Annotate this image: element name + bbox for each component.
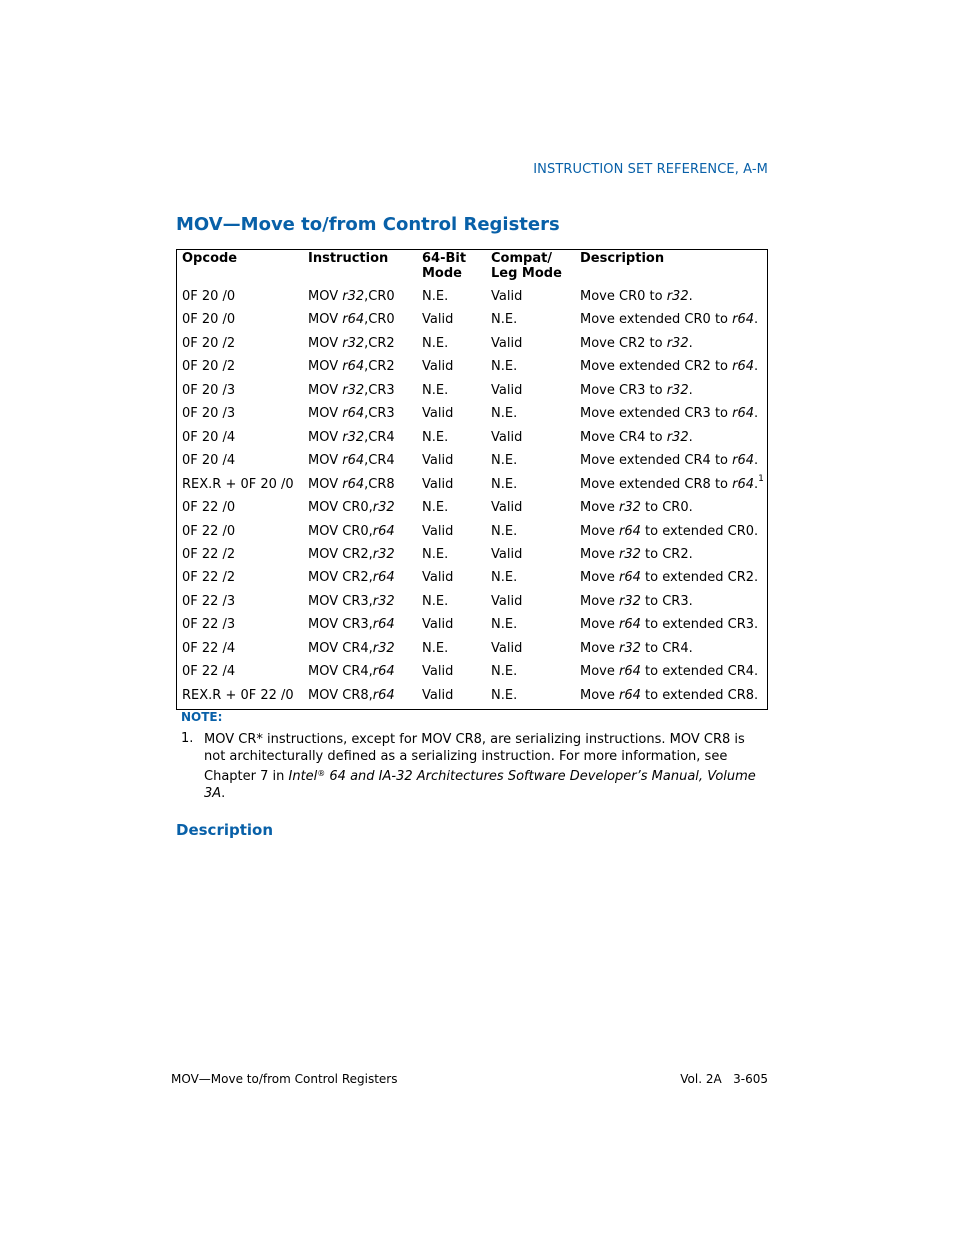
- mode64-cell: Valid: [422, 687, 454, 703]
- table-header: [177, 250, 767, 290]
- opcode-cell: 0F 20 /2: [182, 359, 236, 375]
- opcode-cell: 0F 22 /2: [182, 546, 236, 562]
- description-cell: Move r64 to extended CR4.: [580, 664, 759, 680]
- section-heading-description: Description: [176, 821, 274, 839]
- compat-mode-cell: N.E.: [491, 453, 518, 469]
- opcode-cell: 0F 22 /4: [182, 640, 236, 656]
- table-row: [177, 452, 767, 475]
- description-cell: Move r64 to extended CR0.: [580, 523, 759, 539]
- compat-mode-cell: N.E.: [491, 523, 518, 539]
- instruction-cell: MOV r64,CR0: [308, 312, 395, 328]
- table-row: [177, 499, 767, 522]
- description-cell: Move r64 to extended CR3.: [580, 617, 759, 633]
- compat-mode-cell: N.E.: [491, 359, 518, 375]
- description-cell: Move extended CR4 to r64.: [580, 453, 759, 469]
- instruction-cell: MOV r32,CR0: [308, 289, 395, 304]
- table-row: [177, 569, 767, 592]
- description-cell: Move extended CR3 to r64.: [580, 406, 759, 422]
- description-cell: Move extended CR8 to r64.$^1$: [580, 474, 764, 492]
- note-text: MOV CR* instructions, except for MOV CR8, are serializing instructions. MOV CR8 is not architecturally defined as a serializing instruction. For more information, see Chapter 7 in Intel® 64 and IA-32 Architectures Software Developer’s Manual, Volume 3A.: [204, 732, 756, 801]
- col-header-64bit-mode: 64-Bit Mode: [422, 251, 467, 281]
- footnote-ref: 1: [758, 474, 764, 485]
- col-header-instruction: Instruction: [308, 251, 389, 266]
- description-cell: Move r64 to extended CR8.: [580, 687, 759, 703]
- mode64-cell: N.E.: [422, 593, 449, 609]
- mode64-cell: N.E.: [422, 382, 449, 398]
- opcode-cell: 0F 20 /4: [182, 429, 236, 445]
- running-header: INSTRUCTION SET REFERENCE, A-M: [533, 162, 768, 177]
- instruction-cell: MOV CR8,r64: [308, 687, 395, 703]
- mode64-cell: N.E.: [422, 546, 449, 562]
- mode64-cell: Valid: [422, 359, 454, 375]
- table-row: [177, 429, 767, 452]
- table-row: [177, 687, 767, 710]
- instruction-cell: MOV r32,CR4: [308, 429, 395, 445]
- instruction-cell: MOV r64,CR2: [308, 359, 395, 375]
- opcode-cell: 0F 22 /3: [182, 593, 236, 609]
- footer-page-number: Vol. 2A 3-605: [680, 1072, 768, 1086]
- table-row: [177, 546, 767, 569]
- compat-mode-cell: Valid: [491, 593, 523, 609]
- table-row: [177, 288, 767, 311]
- col-header-compat-leg-mode: Compat/ Leg Mode: [491, 251, 562, 281]
- description-cell: Move r64 to extended CR2.: [580, 570, 759, 586]
- opcode-cell: 0F 20 /3: [182, 406, 236, 422]
- table-row: [177, 382, 767, 405]
- compat-mode-cell: N.E.: [491, 406, 518, 422]
- mode64-cell: N.E.: [422, 289, 449, 304]
- opcode-table: [176, 249, 768, 710]
- compat-mode-cell: N.E.: [491, 312, 518, 328]
- table-row: [177, 405, 767, 428]
- mode64-cell: Valid: [422, 406, 454, 422]
- instruction-cell: MOV CR2,r64: [308, 570, 395, 586]
- table-row: [177, 523, 767, 546]
- col-header-description: Description: [580, 251, 665, 266]
- description-cell: Move CR4 to r32.: [580, 429, 693, 445]
- compat-mode-cell: Valid: [491, 429, 523, 445]
- description-cell: Move r32 to CR3.: [580, 593, 693, 609]
- table-row: [177, 311, 767, 334]
- opcode-cell: 0F 22 /2: [182, 570, 236, 586]
- instruction-cell: MOV CR4,r64: [308, 664, 395, 680]
- compat-mode-cell: Valid: [491, 546, 523, 562]
- table-row: [177, 335, 767, 358]
- instruction-cell: MOV CR4,r32: [308, 640, 395, 656]
- compat-mode-cell: N.E.: [491, 570, 518, 586]
- description-cell: Move r32 to CR4.: [580, 640, 693, 656]
- compat-mode-cell: Valid: [491, 289, 523, 304]
- opcode-cell: 0F 20 /2: [182, 335, 236, 351]
- col-header-opcode: Opcode: [182, 251, 238, 266]
- note-number: 1.: [181, 731, 194, 746]
- table-row: [177, 616, 767, 639]
- instruction-cell: MOV CR2,r32: [308, 546, 395, 562]
- table-row: [177, 663, 767, 686]
- mode64-cell: N.E.: [422, 335, 449, 351]
- opcode-cell: 0F 22 /0: [182, 500, 236, 516]
- compat-mode-cell: N.E.: [491, 687, 518, 703]
- opcode-cell: 0F 22 /3: [182, 617, 236, 633]
- opcode-cell: 0F 20 /4: [182, 453, 236, 469]
- opcode-cell: 0F 20 /0: [182, 312, 236, 328]
- opcode-cell: 0F 20 /3: [182, 382, 236, 398]
- instruction-cell: MOV r64,CR4: [308, 453, 395, 469]
- description-cell: Move r32 to CR2.: [580, 546, 693, 562]
- table-row: [177, 358, 767, 381]
- instruction-cell: MOV CR0,r64: [308, 523, 395, 539]
- mode64-cell: Valid: [422, 664, 454, 680]
- opcode-cell: REX.R + 0F 20 /0: [182, 476, 294, 492]
- instruction-cell: MOV CR3,r64: [308, 617, 395, 633]
- mode64-cell: N.E.: [422, 429, 449, 445]
- instruction-cell: MOV r64,CR3: [308, 406, 395, 422]
- mode64-cell: Valid: [422, 453, 454, 469]
- opcode-cell: 0F 22 /0: [182, 523, 236, 539]
- description-cell: Move CR3 to r32.: [580, 382, 693, 398]
- compat-mode-cell: Valid: [491, 335, 523, 351]
- compat-mode-cell: N.E.: [491, 617, 518, 633]
- description-cell: Move extended CR2 to r64.: [580, 359, 759, 375]
- mode64-cell: Valid: [422, 523, 454, 539]
- compat-mode-cell: N.E.: [491, 476, 518, 492]
- instruction-cell: MOV r32,CR3: [308, 382, 395, 398]
- page-title: MOV—Move to/from Control Registers: [176, 214, 560, 235]
- compat-mode-cell: Valid: [491, 500, 523, 516]
- opcode-cell: 0F 20 /0: [182, 289, 236, 304]
- opcode-cell: REX.R + 0F 22 /0: [182, 687, 294, 703]
- mode64-cell: N.E.: [422, 640, 449, 656]
- mode64-cell: N.E.: [422, 500, 449, 516]
- compat-mode-cell: Valid: [491, 382, 523, 398]
- mode64-cell: Valid: [422, 312, 454, 328]
- instruction-cell: MOV CR3,r32: [308, 593, 395, 609]
- instruction-cell: MOV CR0,r32: [308, 500, 395, 516]
- description-cell: Move CR2 to r32.: [580, 335, 693, 351]
- description-cell: Move extended CR0 to r64.: [580, 312, 759, 328]
- compat-mode-cell: N.E.: [491, 664, 518, 680]
- table-row: [177, 593, 767, 616]
- table-row: [177, 640, 767, 663]
- instruction-cell: MOV r64,CR8: [308, 476, 395, 492]
- mode64-cell: Valid: [422, 570, 454, 586]
- description-cell: Move r32 to CR0.: [580, 500, 693, 516]
- mode64-cell: Valid: [422, 476, 454, 492]
- footer-title: MOV—Move to/from Control Registers: [171, 1072, 398, 1086]
- note-label: NOTE:: [181, 710, 223, 724]
- opcode-cell: 0F 22 /4: [182, 664, 236, 680]
- description-cell: Move CR0 to r32.: [580, 289, 693, 304]
- instruction-cell: MOV r32,CR2: [308, 335, 395, 351]
- mode64-cell: Valid: [422, 617, 454, 633]
- table-row: [177, 476, 767, 499]
- compat-mode-cell: Valid: [491, 640, 523, 656]
